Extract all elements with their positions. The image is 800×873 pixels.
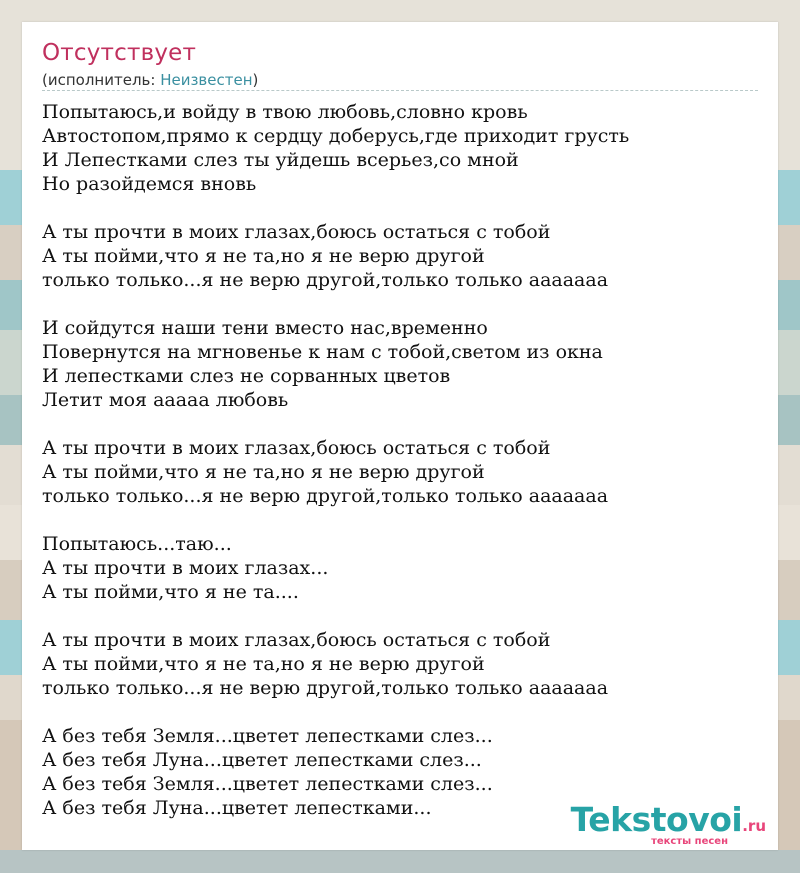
lyrics-line: А ты прочти в моих глазах,боюсь остаться с тобой: [42, 437, 551, 459]
song-title: Отсутствует: [42, 40, 197, 66]
lyrics-line: А ты прочти в моих глазах...: [42, 557, 329, 579]
lyrics-line: Попытаюсь,и войду в твою любовь,словно кровь: [42, 101, 528, 123]
lyrics-line: А без тебя Земля...цветет лепестками слез...: [42, 725, 493, 747]
lyrics-stanza: [42, 436, 762, 508]
lyrics-stanza: [42, 628, 762, 700]
lyrics-stanza: [42, 532, 762, 604]
lyrics-line: А ты пойми,что я не та,но я не верю другой: [42, 653, 485, 675]
lyrics-line: А ты пойми,что я не та....: [42, 581, 299, 603]
lyrics-line: Попытаюсь...таю...: [42, 533, 232, 555]
lyrics-stanza: [42, 100, 762, 196]
lyrics-stanza: [42, 220, 762, 292]
artist-line: [42, 71, 258, 89]
lyrics-line: только только...я не верю другой,только только ааааааа: [42, 485, 609, 507]
lyrics-text: [42, 100, 762, 844]
lyrics-line: А ты прочти в моих глазах,боюсь остаться с тобой: [42, 221, 551, 243]
artist-suffix: ): [252, 71, 259, 89]
lyrics-line: И лепестками слез не сорванных цветов: [42, 365, 451, 387]
logo-tagline: тексты песен: [651, 836, 728, 847]
logo-domain: .ru: [742, 817, 766, 835]
lyrics-line: А без тебя Луна...цветет лепестками слез...: [42, 749, 482, 771]
lyrics-line: И Лепестками слез ты уйдешь всерьез,со мной: [42, 149, 519, 171]
lyrics-line: А без тебя Земля...цветет лепестками слез...: [42, 773, 493, 795]
lyrics-line: И сойдутся наши тени вместо нас,временно: [42, 317, 488, 339]
logo-wordmark: Tekstovoi: [570, 800, 743, 839]
artist-link[interactable]: Неизвестен: [160, 71, 253, 89]
lyrics-stanza: [42, 316, 762, 412]
lyrics-line: Повернутся на мгновенье к нам с тобой,светом из окна: [42, 341, 603, 363]
title-divider: [42, 90, 758, 91]
lyrics-line: А ты пойми,что я не та,но я не верю другой: [42, 245, 485, 267]
lyrics-card: [22, 22, 778, 850]
lyrics-line: только только...я не верю другой,только только ааааааа: [42, 677, 609, 699]
site-logo[interactable]: [556, 800, 766, 850]
lyrics-line: Но разойдемся вновь: [42, 173, 257, 195]
lyrics-line: А ты пойми,что я не та,но я не верю другой: [42, 461, 485, 483]
artist-prefix: (исполнитель:: [42, 71, 161, 89]
lyrics-line: Автостопом,прямо к сердцу доберусь,где приходит грусть: [42, 125, 630, 147]
lyrics-line: только только...я не верю другой,только только ааааааа: [42, 269, 609, 291]
lyrics-line: Летит моя ааааа любовь: [42, 389, 289, 411]
lyrics-line: А ты прочти в моих глазах,боюсь остаться с тобой: [42, 629, 551, 651]
lyrics-line: А без тебя Луна...цветет лепестками...: [42, 797, 432, 819]
